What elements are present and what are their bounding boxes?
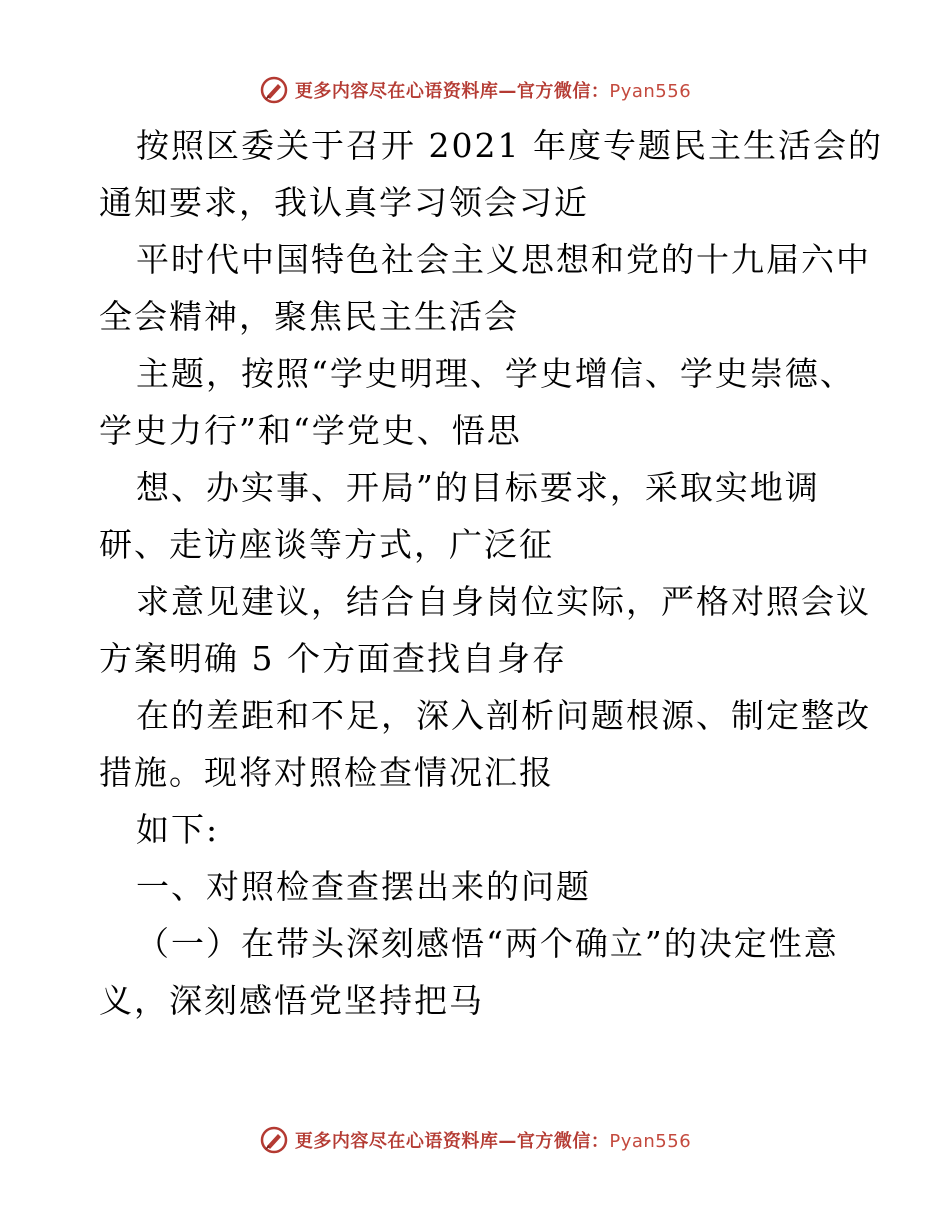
paragraph-line: 全会精神，聚焦民主生活会: [99, 297, 519, 336]
section-heading: 一、对照检查查摆出来的问题: [136, 867, 591, 906]
paragraph-line: 按照区委关于召开 2021 年度专题民主生活会的: [136, 126, 883, 165]
footer-watermark: [0, 1120, 950, 1160]
watermark-label: 官方微信：: [516, 1131, 610, 1152]
pen-seal-icon: [259, 1125, 289, 1155]
document-body: [99, 117, 883, 1029]
watermark-separator: —: [498, 81, 517, 102]
paragraph-line: 如下:: [136, 810, 220, 849]
watermark-main: 更多内容尽在心语资料库: [294, 1131, 499, 1152]
pen-seal-icon: [259, 75, 289, 105]
paragraph-line: 研、走访座谈等方式，广泛征: [99, 525, 554, 564]
subsection-heading: （一）在带头深刻感悟“两个确立”的决定性意: [136, 924, 839, 963]
watermark-separator: —: [498, 1131, 517, 1152]
paragraph-line: 平时代中国特色社会主义思想和党的十九届六中: [136, 240, 871, 279]
paragraph-line: 在的差距和不足，深入剖析问题根源、制定整改: [136, 696, 871, 735]
paragraph-line: 措施。现将对照检查情况汇报: [99, 753, 554, 792]
watermark-label: 官方微信：: [516, 81, 610, 102]
paragraph-line: 求意见建议，结合自身岗位实际，严格对照会议: [136, 582, 871, 621]
watermark-wechat-id: Pyan556: [609, 81, 692, 102]
header-watermark: [0, 70, 950, 110]
paragraph-line: 想、办实事、开局”的目标要求，采取实地调: [136, 468, 820, 507]
watermark-wechat-id: Pyan556: [609, 1131, 692, 1152]
paragraph-line: 主题，按照“学史明理、学史增信、学史崇德、: [136, 354, 855, 393]
paragraph-line: 通知要求，我认真学习领会习近: [99, 183, 589, 222]
paragraph-line: 学史力行”和“学党史、悟思: [99, 411, 522, 450]
paragraph-line: 方案明确 5 个方面查找自身存: [99, 639, 567, 678]
watermark-main: 更多内容尽在心语资料库: [294, 81, 499, 102]
watermark-text: [295, 1127, 691, 1153]
watermark-text: [295, 77, 691, 103]
paragraph-line: 义，深刻感悟党坚持把马: [99, 981, 484, 1020]
